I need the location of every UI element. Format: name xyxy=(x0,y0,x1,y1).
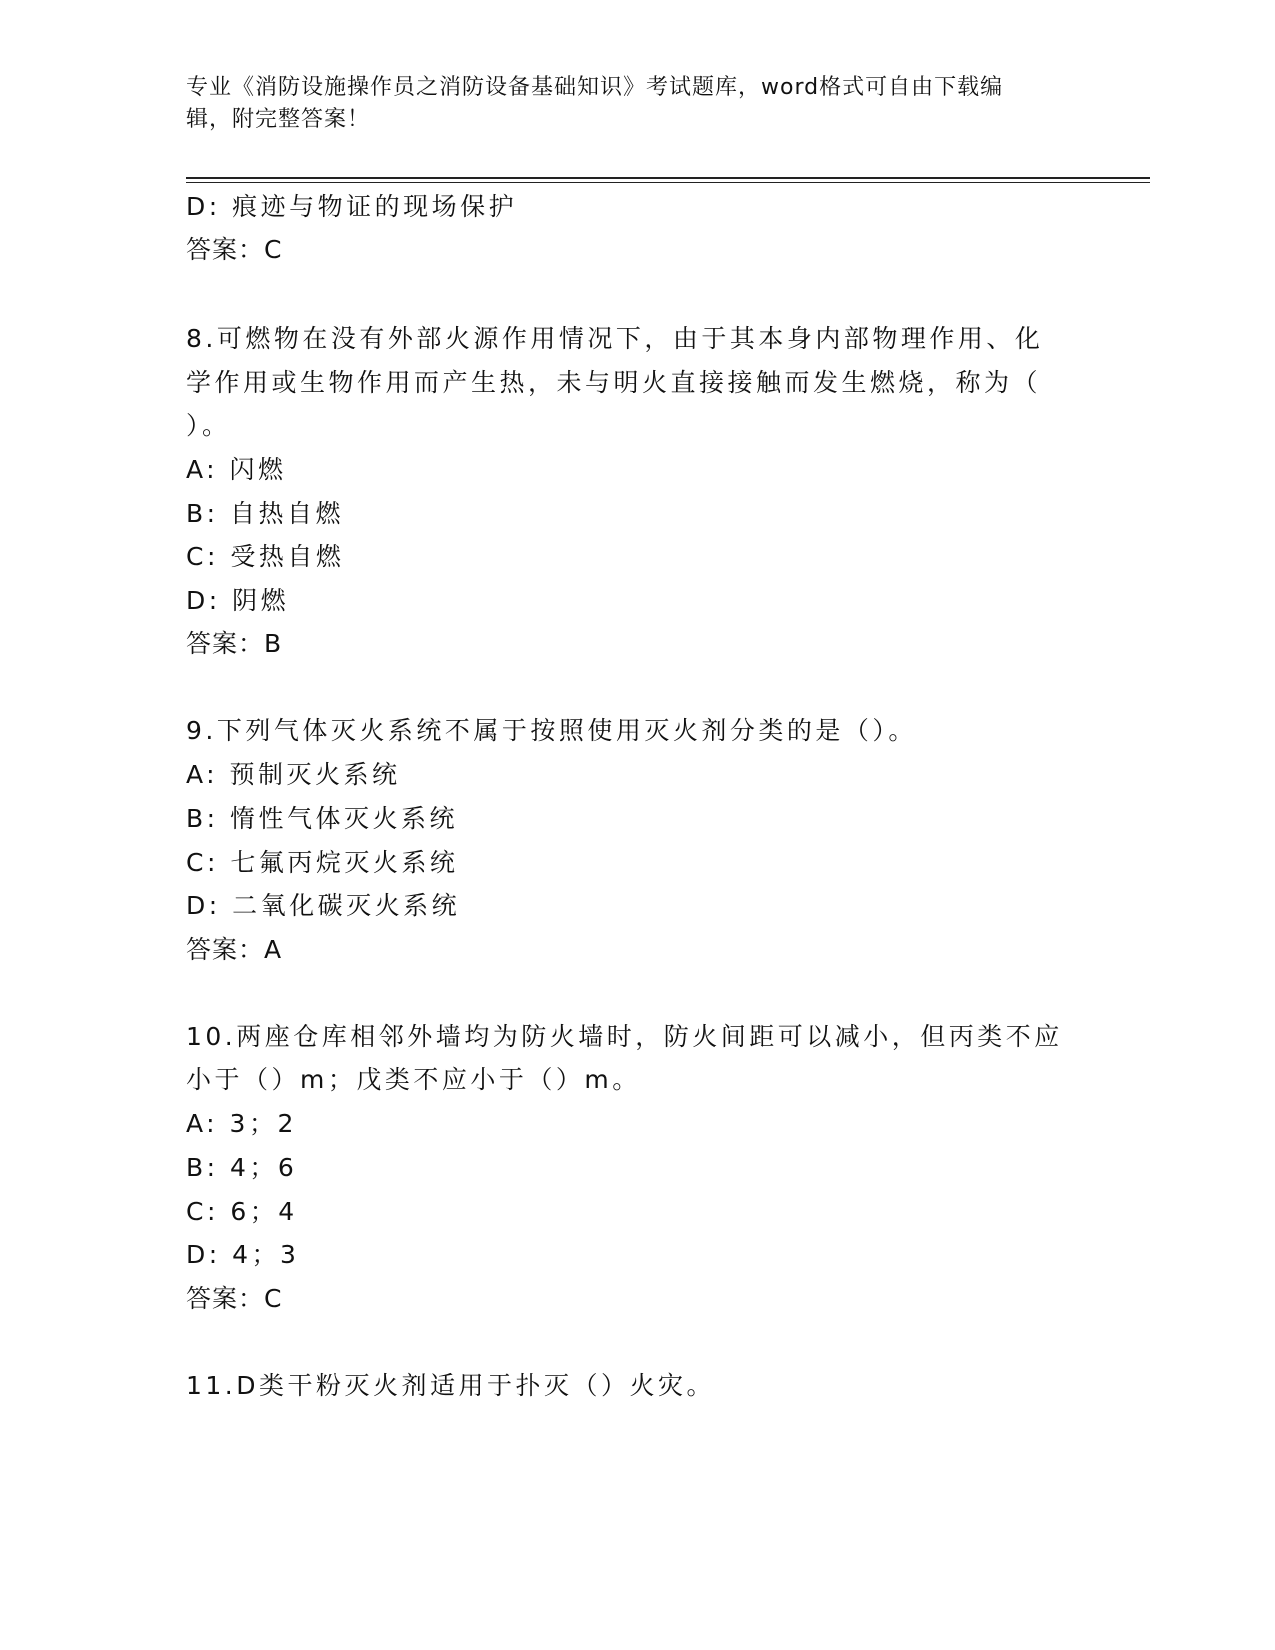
q10-option-d: D: 4；3 xyxy=(186,1240,300,1269)
q8-option-a: A: 闪燃 xyxy=(186,455,287,484)
q10-stem-line-1: 10.两座仓库相邻外墙均为防火墙时，防火间距可以减小，但丙类不应 xyxy=(186,1022,1063,1051)
page-header xyxy=(186,72,1066,136)
q8-stem-line-3: ）。 xyxy=(186,411,231,440)
q9-option-c: C: 七氟丙烷灭火系统 xyxy=(186,848,459,877)
q9-stem-line-1: 9.下列气体灭火系统不属于按照使用灭火剂分类的是（）。 xyxy=(186,716,917,745)
q9-option-a: A: 预制灭火系统 xyxy=(186,760,401,789)
header-line-2: 辑，附完整答案！ xyxy=(186,107,371,132)
q8-option-d: D: 阴燃 xyxy=(186,586,290,615)
header-rule-thin xyxy=(186,182,1150,183)
q8-option-b: B: 自热自燃 xyxy=(186,499,345,528)
q7-option-d: D: 痕迹与物证的现场保护 xyxy=(186,192,518,221)
q8-option-c: C: 受热自燃 xyxy=(186,542,345,571)
q10-option-b: B: 4；6 xyxy=(186,1153,298,1182)
q8-answer: 答案：B xyxy=(186,629,283,658)
header-line-1: 专业《消防设施操作员之消防设备基础知识》考试题库，word格式可自由下载编 xyxy=(186,75,1004,100)
q7-answer: 答案：C xyxy=(186,235,283,264)
q10-option-a: A: 3；2 xyxy=(186,1109,297,1138)
q11-stem-line-1: 11.D类干粉灭火剂适用于扑灭（）火灾。 xyxy=(186,1371,716,1400)
q10-option-c: C: 6；4 xyxy=(186,1197,298,1226)
q9-answer: 答案：A xyxy=(186,935,283,964)
header-rule-thick xyxy=(186,177,1150,179)
q9-option-d: D: 二氧化碳灭火系统 xyxy=(186,891,461,920)
q10-stem-line-2: 小于（）m；戊类不应小于（）m。 xyxy=(186,1065,641,1094)
q10-answer: 答案：C xyxy=(186,1284,283,1313)
q9-option-b: B: 惰性气体灭火系统 xyxy=(186,804,459,833)
q8-stem-line-1: 8.可燃物在没有外部火源作用情况下，由于其本身内部物理作用、化 xyxy=(186,324,1044,353)
q8-stem-line-2: 学作用或生物作用而产生热，未与明火直接接触而发生燃烧，称为（ xyxy=(186,368,1042,397)
